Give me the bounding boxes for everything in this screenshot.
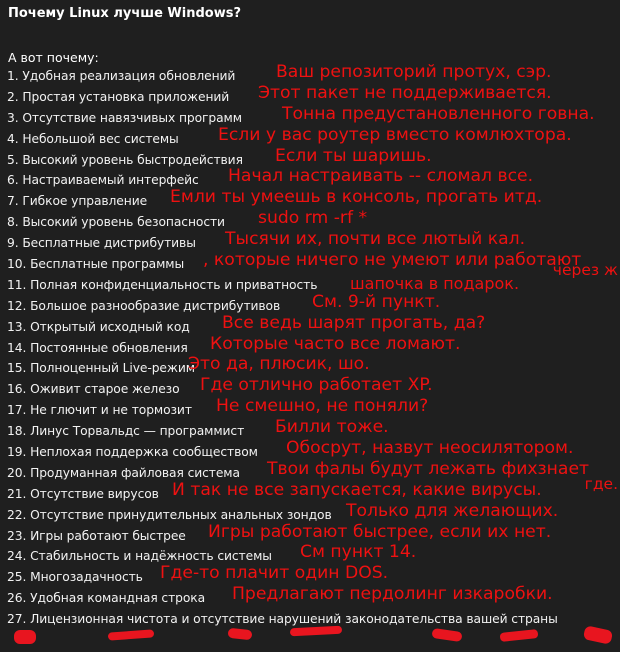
handwritten-comment: Где-то плачит один DOS. [160, 563, 389, 584]
item-text: 27. Лицензионная чистота и отсутствие нарушений законодательства вашей страны [7, 612, 558, 627]
item-text: 9. Бесплатные дистрибутивы [7, 236, 196, 251]
red-scribble-mark [431, 628, 462, 642]
item-text: 2. Простая установка приложений [7, 89, 230, 104]
handwritten-comment: Обосрут, назвут неосилятором. [286, 438, 574, 459]
red-scribble-mark [290, 626, 342, 637]
handwritten-comment: Ваш репозиторий протух, сэр. [276, 62, 552, 82]
item-text: 24. Стабильность и надёжность системы [7, 549, 272, 564]
handwritten-comment: Тонна предустановленного говна. [282, 103, 595, 124]
item-text: 23. Игры работают быстрее [7, 528, 186, 543]
handwritten-comment: , которые ничего не умеют или работают [203, 250, 582, 271]
handwritten-comment-continuation: где. [584, 474, 618, 493]
red-scribble-mark [500, 629, 539, 642]
item-text: 14. Постоянные обновления [7, 340, 188, 355]
handwritten-comment: Начал настраивать -- сломал все. [228, 166, 534, 187]
item-text: 5. Высокий уровень быстродействия [7, 152, 243, 167]
item-text: 3. Отсутствие навязчивых программ [7, 110, 242, 125]
item-text: 4. Небольшой вес системы [7, 131, 179, 146]
handwritten-comment: И так не все запускается, какие вирусы. [172, 479, 542, 500]
item-text: 19. Неплохая поддержка сообществом [7, 445, 258, 460]
item-text: 20. Продуманная файловая система [7, 465, 240, 480]
handwritten-comment: Где отлично работает XP. [200, 375, 433, 396]
item-text: 12. Большое разнообразие дистрибутивов [7, 298, 281, 313]
handwritten-comment: См пункт 14. [300, 542, 417, 563]
handwritten-comment: Это да, плюсик, шо. [188, 354, 370, 375]
handwritten-comment: Твои фалы будут лежать фихзнает [267, 458, 590, 479]
page-title: Почему Linux лучше Windows? [8, 6, 241, 21]
list-item [0, 584, 620, 609]
handwritten-comment: Если ты шаришь. [275, 145, 432, 166]
item-text: 6. Настраиваемый интерфейс [7, 173, 199, 188]
handwritten-comment: Не смешно, не поняли? [216, 396, 429, 417]
handwritten-comment: Этот пакет не поддерживается. [258, 82, 552, 103]
handwritten-comment: Тысячи их, почти все лютый кал. [225, 229, 526, 250]
handwritten-comment: sudo rm -rf * [258, 208, 368, 229]
handwritten-comment: Емли ты умеешь в консоль, прогать итд. [170, 187, 543, 208]
item-text: 26. Удобная командная строка [7, 591, 206, 606]
item-text: 8. Высокий уровень безопасности [7, 215, 225, 230]
reasons-list [0, 62, 620, 630]
handwritten-comment: Билли тоже. [275, 417, 389, 438]
intro-text: А вот почему: [8, 50, 99, 65]
red-scribble-mark [14, 630, 36, 644]
handwritten-comment: Если у вас роутер вместо комлюхтора. [218, 124, 572, 145]
item-text: 15. Полноценный Live-режим [7, 361, 195, 376]
red-scribble-mark [108, 629, 154, 640]
item-text: 10. Бесплатные программы [7, 257, 185, 272]
handwritten-comment: См. 9-й пункт. [312, 291, 441, 312]
handwritten-comment-continuation: через ж [552, 260, 618, 279]
item-text: 21. Отсутствие вирусов [7, 486, 159, 501]
item-text: 1. Удобная реализация обновлений [7, 69, 236, 83]
handwritten-comment: Игры работают быстрее, если их нет. [208, 521, 552, 542]
item-text: 25. Многозадачность [7, 570, 143, 585]
item-text: 16. Оживит старое железо [7, 382, 180, 397]
list-item [0, 250, 620, 275]
item-text: 11. Полная конфиденциальность и приватность [7, 277, 318, 292]
handwritten-comment: Все ведь шарят прогать, да? [222, 312, 486, 333]
item-text: 18. Линус Торвальдс — программист [7, 424, 245, 439]
handwritten-comment: Которые часто все ломают. [210, 333, 461, 354]
handwritten-comment: Только для желающих. [346, 500, 559, 521]
red-scribble-mark [228, 628, 253, 640]
item-text: 13. Открытый исходный код [7, 319, 190, 334]
item-text: 17. Не глючит и не тормозит [7, 403, 192, 418]
item-text: 7. Гибкое управление [7, 194, 148, 209]
handwritten-comment: шапочка в подарок. [350, 273, 520, 293]
handwritten-comment: Предлагают пердолинг изкаробки. [232, 584, 553, 605]
item-text: 22. Отсутствие принудительных анальных зондов [7, 507, 332, 522]
